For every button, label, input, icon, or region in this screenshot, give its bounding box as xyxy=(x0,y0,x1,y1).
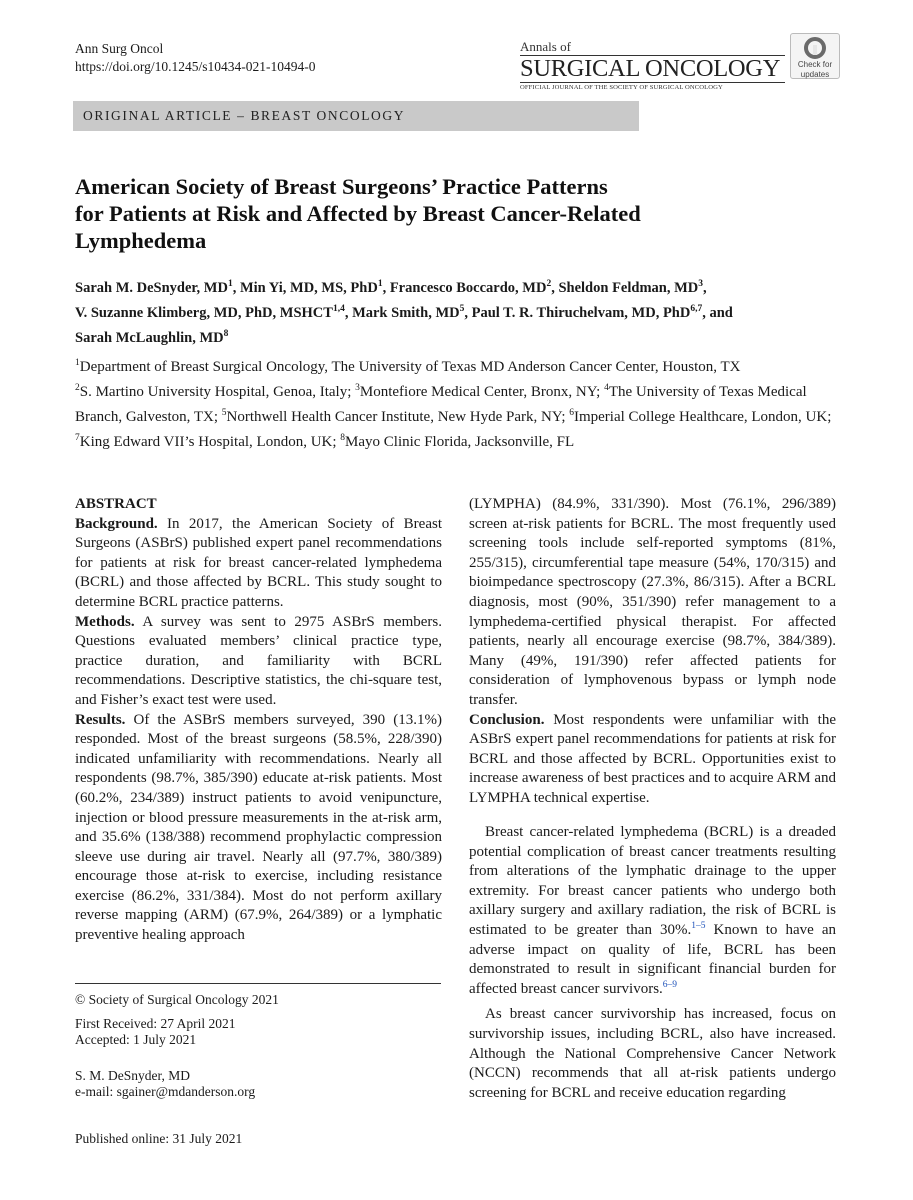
masthead-title: SURGICAL ONCOLOGY xyxy=(520,55,781,82)
journal-masthead xyxy=(520,40,785,91)
author-affiliation: 5 xyxy=(459,303,465,314)
title-line: for Patients at Risk and Affected by Breast Cancer-Related xyxy=(75,201,641,226)
affiliation-text: King Edward VII’s Hospital, London, UK; xyxy=(79,434,341,450)
published-date: Published online: 31 July 2021 xyxy=(75,1131,243,1146)
author-name: Paul T. R. Thiruchelvam, MD, PhD xyxy=(471,304,691,321)
accepted-date: Accepted: 1 July 2021 xyxy=(75,1032,197,1047)
abstract-methods: Methods. A survey was sent to 2975 ASBrS members. Questions evaluated members’ clinical practice type, practice duration, and familiarity with BCRL recommendations. Descriptive statistics, the chi-square test, and Fisher’s exact test were used. xyxy=(75,613,442,708)
affiliation-text: Imperial College Healthcare, London, UK; xyxy=(573,409,832,425)
author-affiliation: 1 xyxy=(377,279,383,289)
abstract-results-continued: (LYMPHA) (84.9%, 331/390). Most (76.1%, 296/389) screen at-risk patients for BCRL. The most frequently used screening tools include self-reported symptoms (81%, 255/315), circumferential tape measure (54%, 170/315) and bioimpedance spectroscopy (27.3%, 86/315). After a BCRL diagnosis, most (90%, 351/390) refer management to a lymphedema-certified physical therapist. For affected patients, nearly all encourage exercise (98.7%, 384/389). Many (49%, 191/390) refer affected patients for consideration of lymphovenous bypass or lymph node transfer. xyxy=(469,496,836,708)
masthead-subtitle: OFFICIAL JOURNAL OF THE SOCIETY OF SURGICAL ONCOLOGY xyxy=(520,82,785,91)
article-title xyxy=(75,173,775,254)
author-name: Min Yi, MD, MS, PhD xyxy=(239,279,378,296)
citation-link[interactable]: 1–5 xyxy=(691,920,706,931)
author-affiliation: 6,7 xyxy=(690,303,703,314)
article-type: ORIGINAL ARTICLE – BREAST ONCOLOGY xyxy=(83,108,406,123)
author-name: Francesco Boccardo, MD xyxy=(389,279,547,296)
author-affiliation: 1,4 xyxy=(332,303,345,314)
crossmark-label-2: updates xyxy=(800,70,830,79)
author-affiliation: 2 xyxy=(546,279,552,289)
abstract-background: Background. In 2017, the American Society of Breast Surgeons (ASBrS) published expert panel recommendations for patients at risk for breast cancer-related lymphedema (BCRL) and those affected by BCRL. This study sought to determine BCRL practice patterns. xyxy=(75,515,442,610)
author-name: Sarah M. DeSnyder, MD xyxy=(75,279,228,296)
author-affiliation: 8 xyxy=(223,328,229,339)
title-line: American Society of Breast Surgeons’ Practice Patterns xyxy=(75,174,608,199)
author-name: Sarah McLaughlin, MD xyxy=(75,329,224,346)
title-line: Lymphedema xyxy=(75,228,207,253)
journal-abbrev: Ann Surg Oncol xyxy=(75,41,164,56)
abstract-left-column xyxy=(75,495,442,946)
check-for-updates-button[interactable] xyxy=(790,33,840,79)
first-received: First Received: 27 April 2021 xyxy=(75,1016,236,1031)
author-list: Sarah M. DeSnyder, $MD^1$, Min Yi, MD, MS, PhD$^1$, Francesco Boccardo, $MD^2$, Sheldon Feldman, $MD^3$, V. Suzanne Klimberg, MD, PhD, MSHCT$^{1,4}$, Mark Smith, $MD^5$, Paul T. R. Thiruchelvam, MD, PhD$^{6,7}$, and Sarah McLaughlin, $MD^8$ xyxy=(75,279,733,346)
corresponding-author xyxy=(75,1068,255,1100)
body-text xyxy=(469,823,836,1103)
masthead-annals: Annals of xyxy=(520,39,571,54)
affiliation-text: S. Martino University Hospital, Genoa, Italy; xyxy=(79,384,356,400)
contact-email[interactable]: e-mail: sgainer@mdanderson.org xyxy=(75,1084,256,1099)
abstract-heading: ABSTRACT xyxy=(75,496,157,512)
author-name: Mark Smith, MD xyxy=(352,304,460,321)
abstract-results: Results. Of the ASBrS members surveyed, 390 (13.1%) responded. Most of the breast surgeons (58.5%, 228/390) indicated unfamiliarity with recommendations. Nearly all respondents (98.7%, 385/390) educate at-risk patients. Most (60.2%, 234/389) instruct patients to avoid venipuncture, injection or blood pressure measurements in the at-risk arm, and 35.6% (138/388) recommend prophylactic compression sleeve use during air travel. Nearly all (97.7%, 380/389) encourage those at-risk to exercise, including resistance exercise (86.2%, 331/384). Most do not perform axillary reverse mapping (ARM) (67.9%, 264/389) or a lymphatic preventive healing approach xyxy=(75,711,442,944)
article-dates xyxy=(75,1016,235,1048)
affiliation-text: Mayo Clinic Florida, Jacksonville, FL xyxy=(345,434,575,450)
author-affiliation: 3 xyxy=(698,279,704,289)
crossmark-label-1: Check for xyxy=(797,60,833,69)
journal-meta xyxy=(75,40,316,76)
citation-link[interactable]: 6–9 xyxy=(662,979,678,990)
affiliation-text: The University of Texas Medical Branch, Galveston, TX; xyxy=(75,384,807,425)
copyright: © Society of Surgical Oncology 2021 xyxy=(75,992,279,1007)
author-name: V. Suzanne Klimberg, MD, PhD, MSHCT xyxy=(75,304,333,321)
affiliation-text: Northwell Health Cancer Institute, New Hyde Park, NY; xyxy=(226,409,570,425)
footnote-divider xyxy=(75,983,441,984)
affiliation-text: Department of Breast Surgical Oncology, The University of Texas MD Anderson Cancer Center, Houston, TX xyxy=(79,359,741,375)
doi-link[interactable]: https://doi.org/10.1245/s10434-021-10494-0 xyxy=(75,59,316,74)
author-affiliation: 1 xyxy=(227,279,233,289)
abstract-right-column xyxy=(469,495,836,809)
contact-name: S. M. DeSnyder, MD xyxy=(75,1068,190,1083)
author-name: Sheldon Feldman, MD xyxy=(558,279,699,296)
affiliation-text: Montefiore Medical Center, Bronx, NY; xyxy=(359,384,605,400)
abstract-conclusion: Conclusion. Most respondents were unfamiliar with the ASBrS expert panel recommendations for patients at risk for BCRL and those affected by BCRL. Opportunities exist to increase awareness of best practices and to acquire ARM and LYMPHA technical expertise. xyxy=(469,711,836,806)
affiliations: $^1$Department of Breast Surgical Oncology, The University of Texas MD Anderson Cancer Center, Houston, TX $^2$S. Martino University Hospital, Genoa, Italy; $^3$Montefiore Medical Center, Bronx, NY; $^4$The University of Texas Medical Branch, Galveston, TX; $^5$Northwell Health Cancer Institute, New Hyde Park, NY; $^6$Imperial College Healthcare, London, UK; $^7$King Edward VII’s Hospital, London, UK; $^8$Mayo Clinic Florida, Jacksonville, FL xyxy=(75,358,832,450)
crossmark-icon xyxy=(804,37,826,59)
article-type-banner xyxy=(73,101,639,131)
body-paragraph: As breast cancer survivorship has increased, focus on survivorship issues, including BCRL, also have increased. Although the National Comprehensive Cancer Network (NCCN) recommends that all at-risk patients undergo screening for BCRL and receive education regarding xyxy=(469,1006,836,1101)
body-paragraph: Breast cancer-related lymphedema (BCRL) is a dreaded potential complication of breast cancer treatments resulting from alterations of the lymphatic drainage to the upper extremity. For breast cancer patients who undergo both axillary surgery and axillary radiation, the risk of BCRL is estimated to be greater than 30%.$^{1-5}$ Known to have an adverse impact on quality of life, BCRL has been demonstrated to result in significant financial burden for affected breast cancer survivors.$^{6-9}$ xyxy=(469,824,836,997)
